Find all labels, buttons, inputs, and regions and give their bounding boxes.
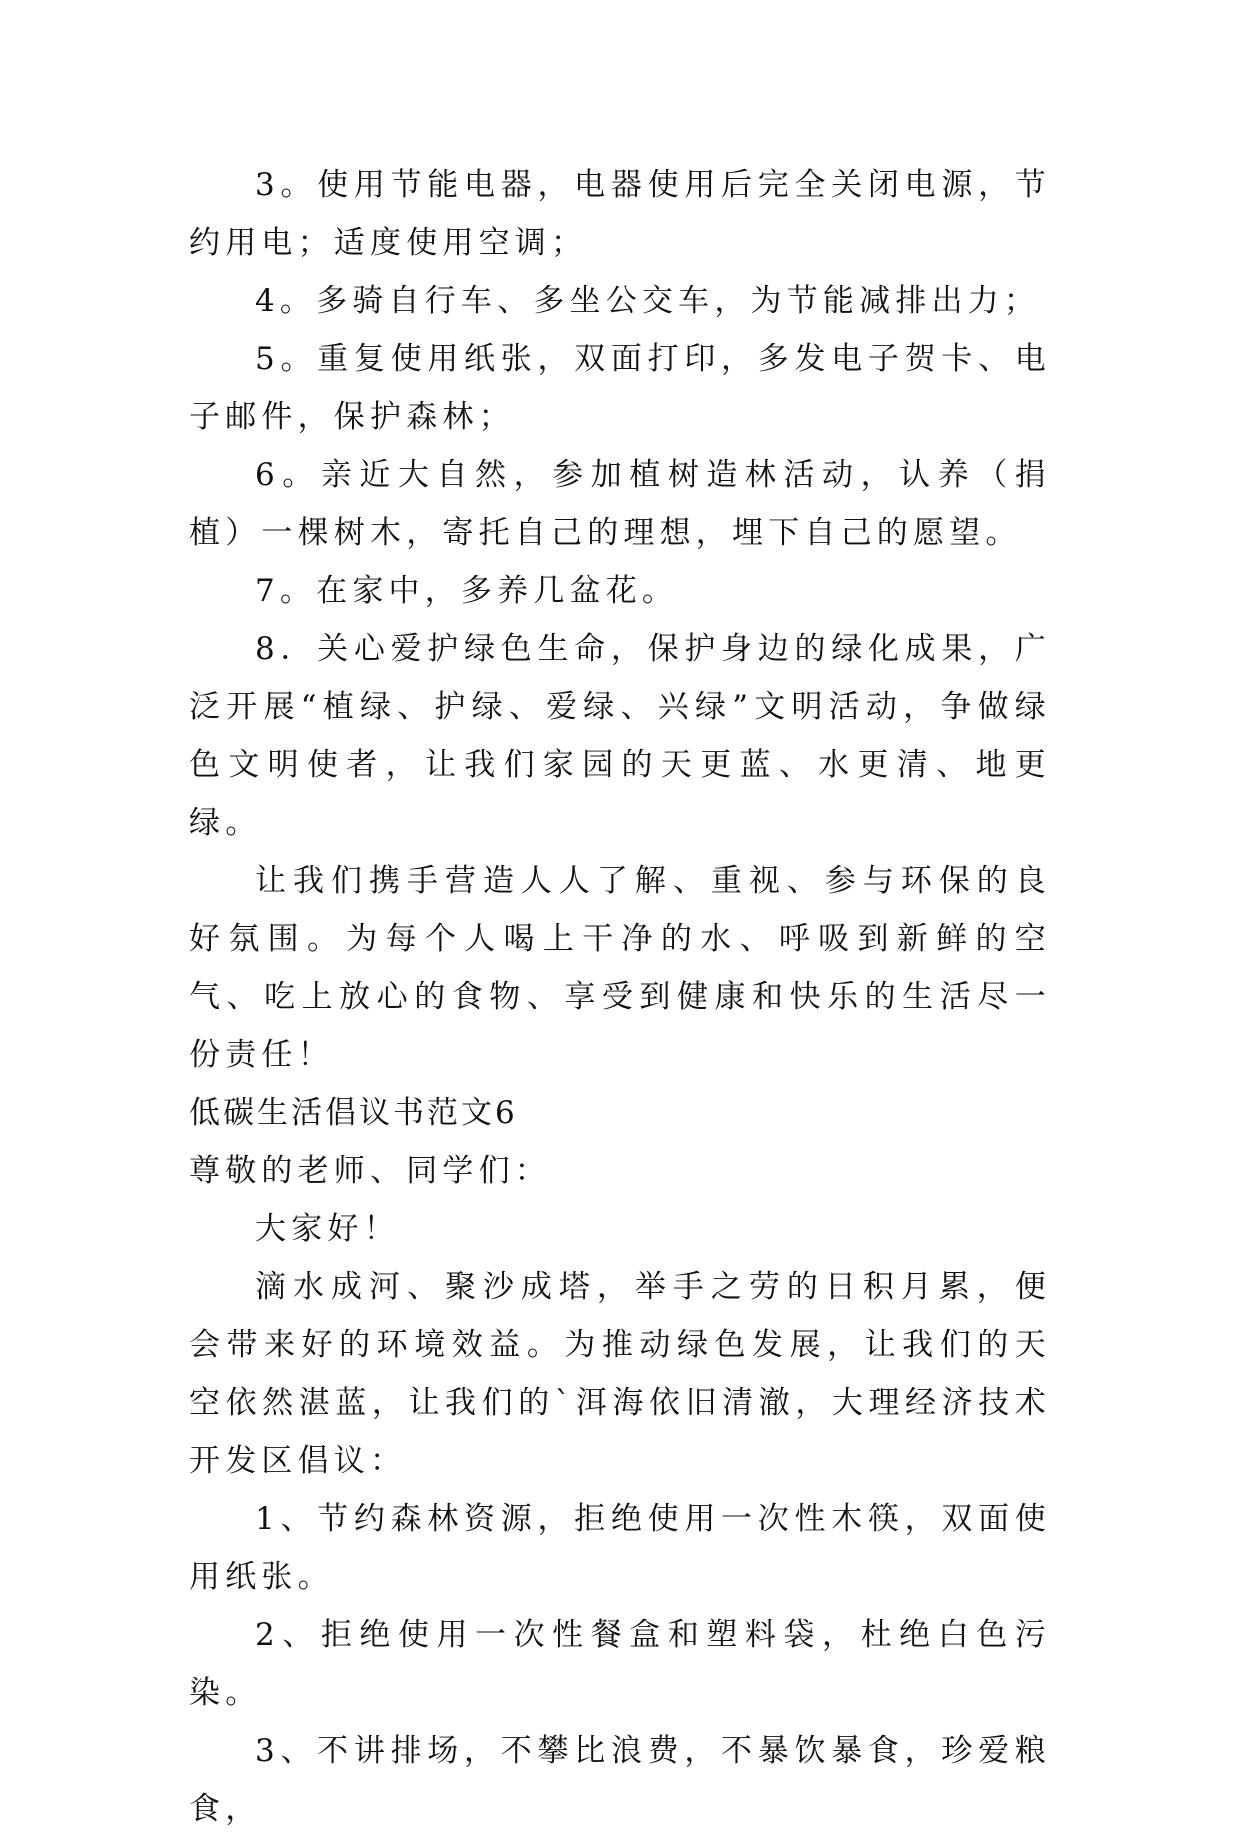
paragraph-item-5: 5。重复使用纸张，双面打印，多发电子贺卡、电子邮件，保护森林； <box>189 341 1051 435</box>
greeting: 大家好！ <box>255 1211 400 1247</box>
paragraph-closing: 让我们携手营造人人了解、重视、参与环保的良好氛围。为每个人喝上干净的水、呼吸到新鲜的空气、吃上放心的食物、享受到健康和快乐的生活尽一份责任！ <box>189 863 1051 1073</box>
salutation: 尊敬的老师、同学们： <box>189 1153 551 1189</box>
document-body <box>189 156 1051 1838</box>
paragraph-intro: 滴水成河、聚沙成塔，举手之劳的日积月累，便会带来好的环境效益。为推动绿色发展，让我们的天空依然湛蓝，让我们的`洱海依旧清澈，大理经济技术开发区倡议： <box>189 1269 1051 1479</box>
paragraph-proposal-1: 1、节约森林资源，拒绝使用一次性木筷，双面使用纸张。 <box>189 1501 1051 1595</box>
paragraph-item-6: 6。亲近大自然，参加植树造林活动，认养（捐植）一棵树木，寄托自己的理想，埋下自己的愿望。 <box>189 457 1051 551</box>
paragraph-item-3: 3。使用节能电器，电器使用后完全关闭电源，节约用电；适度使用空调； <box>189 167 1051 261</box>
paragraph-item-4: 4。多骑自行车、多坐公交车，为节能减排出力； <box>255 283 1041 319</box>
paragraph-proposal-3: 3、不讲排场，不攀比浪费，不暴饮暴食，珍爱粮食， <box>189 1733 1051 1827</box>
paragraph-item-8: 8．关心爱护绿色生命，保护身边的绿化成果，广泛开展“植绿、护绿、爱绿、兴绿”文明活动，争做绿色文明使者，让我们家园的天更蓝、水更清、地更绿。 <box>189 631 1051 841</box>
paragraph-item-7: 7。在家中，多养几盆花。 <box>255 573 679 609</box>
paragraph-proposal-2: 2、拒绝使用一次性餐盒和塑料袋，杜绝白色污染。 <box>189 1617 1051 1711</box>
section-title: 低碳生活倡议书范文6 <box>189 1095 518 1131</box>
